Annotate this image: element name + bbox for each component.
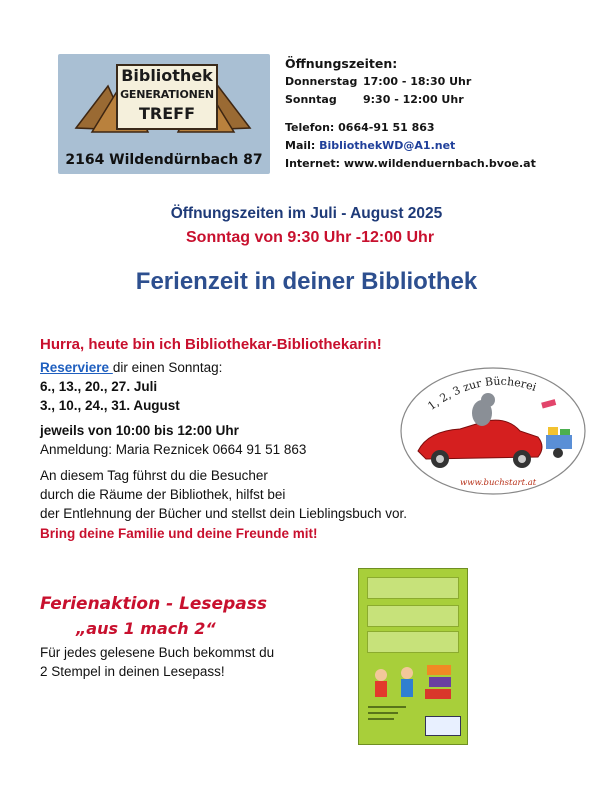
dates-august: 3., 10., 24., 31. August <box>40 398 180 413</box>
logo-address: 2164 Wildendürnbach 87 <box>65 152 263 168</box>
time-text: jeweils von 10:00 bis 12:00 Uhr <box>40 423 239 438</box>
description-line-3: der Entlehnung der Bücher und stellst dein Lieblingsbuch vor. <box>40 506 407 521</box>
phone-text: Telefon: 0664-91 51 863 <box>285 121 435 134</box>
mail-label: Mail: <box>285 139 320 152</box>
description-line-1: An diesem Tag führst du die Besucher <box>40 468 268 483</box>
hours-day: Donnerstag <box>285 75 358 88</box>
logo-line-2: GENERATIONEN <box>120 88 214 101</box>
reserve-text: dir einen Sonntag: <box>112 360 223 375</box>
summer-hours-time: Sonntag von 9:30 Uhr -12:00 Uhr <box>186 229 435 246</box>
hours-day: Sonntag <box>285 93 337 106</box>
hours-time: 17:00 - 18:30 Uhr <box>363 75 472 88</box>
flyer-field <box>367 631 459 653</box>
reserve-line <box>40 358 222 377</box>
section2-line-2: 2 Stempel in deinen Lesepass! <box>40 664 225 679</box>
lesepass-flyer-image <box>358 568 468 745</box>
flyer-kids-illustration <box>367 661 459 705</box>
section2-subtitle: „aus 1 mach 2“ <box>76 619 216 638</box>
registration-text: Anmeldung: Maria Reznicek 0664 91 51 863 <box>40 442 307 457</box>
buchstart-badge <box>398 365 588 497</box>
reserve-link[interactable]: Reserviere <box>40 360 113 375</box>
summer-hours-title: Öffnungszeiten im Juli - August 2025 <box>170 205 443 222</box>
badge-arc-text: 1, 2, 3 zur Bücherei <box>425 374 539 413</box>
badge-url: www.buchstart.at <box>460 478 537 488</box>
flyer-field <box>367 605 459 627</box>
page-headline: Ferienzeit in deiner Bibliothek <box>135 268 478 295</box>
section2-line-1: Für jedes gelesene Buch bekommst du <box>40 645 275 660</box>
internet-text: Internet: www.wildenduernbach.bvoe.at <box>285 157 536 170</box>
flyer-stamp <box>425 716 461 736</box>
logo-plate <box>116 64 218 130</box>
bring-family-text: Bring deine Familie und deine Freunde mit! <box>40 526 318 541</box>
hours-row-thursday <box>285 73 536 91</box>
flyer-field <box>367 577 459 599</box>
description-line-2: durch die Räume der Bibliothek, hilfst bei <box>40 487 286 502</box>
hours-title: Öffnungszeiten: <box>285 56 398 71</box>
logo-line-3: TREFF <box>138 104 196 123</box>
section1-title: Hurra, heute bin ich Bibliothekar-Bibliothekarin! <box>40 336 382 353</box>
mail-line <box>285 137 536 155</box>
hours-row-sunday <box>285 91 536 109</box>
section2-title: Ferienaktion - Lesepass <box>40 594 267 614</box>
contact-block <box>285 55 536 173</box>
mail-link[interactable]: BibliothekWD@A1.net <box>319 139 456 152</box>
logo-line-1: Bibliothek <box>121 66 213 85</box>
library-logo <box>58 54 270 174</box>
dates-july: 6., 13., 20., 27. Juli <box>40 379 158 394</box>
hours-time: 9:30 - 12:00 Uhr <box>363 93 464 106</box>
